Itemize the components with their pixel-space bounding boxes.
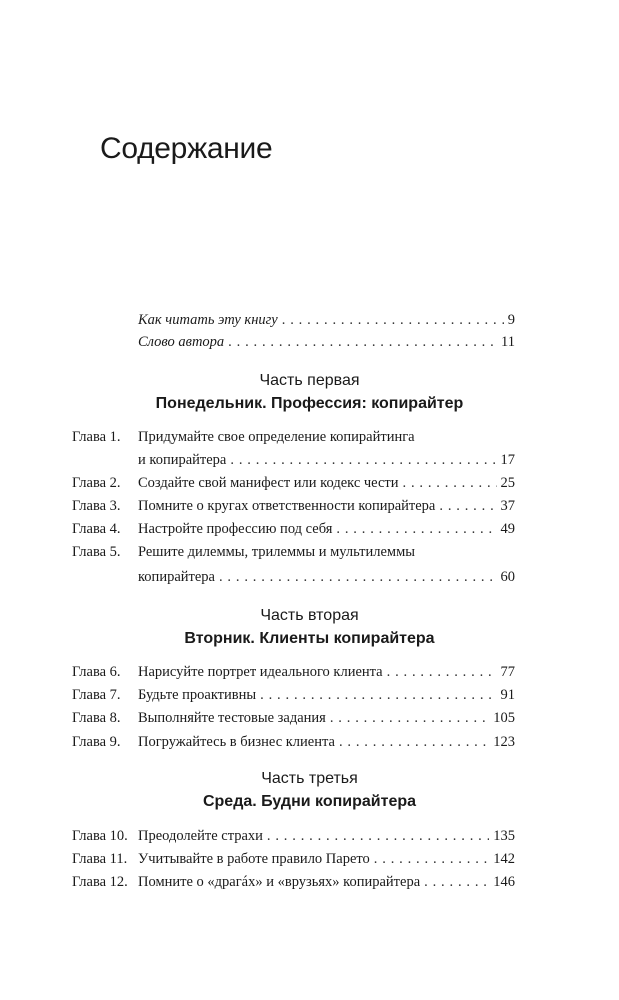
- chapter-title: Нарисуйте портрет идеального клиента: [138, 664, 383, 680]
- toc-chapter[interactable]: [0, 707, 515, 729]
- chapter-label: Глава 11.: [72, 851, 128, 867]
- toc-chapter-continuation[interactable]: [0, 449, 515, 471]
- leader-dots: [260, 684, 496, 706]
- page-title: Содержание: [100, 132, 273, 165]
- toc-chapter[interactable]: [0, 472, 515, 494]
- leader-dots: [439, 495, 496, 517]
- toc-entry-how-to-read[interactable]: [0, 309, 515, 331]
- chapter-title: Помните о кругах ответственности копирайтера: [138, 498, 436, 514]
- chapter-label: Глава 5.: [72, 544, 121, 560]
- chapter-title: Помните о «драгáх» и «врузьях» копирайтера: [138, 874, 421, 890]
- leader-dots: [374, 848, 489, 870]
- chapter-page: 135: [493, 828, 515, 844]
- chapter-label: Глава 6.: [72, 664, 121, 680]
- leader-dots: [228, 331, 497, 353]
- part-title[interactable]: Среда. Будни копирайтера: [202, 793, 417, 810]
- chapter-label: Глава 4.: [72, 521, 121, 537]
- chapter-title: Погружайтесь в бизнес клиента: [138, 734, 335, 750]
- chapter-title-continued: копирайтера: [138, 569, 215, 585]
- toc-entry-page: 9: [507, 312, 515, 328]
- chapter-title: Решите дилеммы, трилеммы и мультилеммы: [138, 544, 416, 560]
- toc-chapter[interactable]: [0, 518, 515, 540]
- toc-chapter[interactable]: [0, 825, 515, 847]
- chapter-title: Преодолейте страхи: [138, 828, 263, 844]
- chapter-title: Будьте проактивны: [138, 687, 257, 703]
- chapter-page: 123: [493, 734, 515, 750]
- chapter-page: 25: [500, 475, 515, 491]
- part-number: Часть вторая: [260, 607, 359, 624]
- chapter-page: 37: [500, 498, 515, 514]
- toc-entry-author-word[interactable]: [0, 331, 515, 353]
- part-number: Часть третья: [261, 770, 358, 787]
- chapter-page: 49: [500, 521, 515, 537]
- leader-dots: [267, 825, 489, 847]
- toc-chapter[interactable]: [0, 871, 515, 893]
- toc-chapter[interactable]: [0, 731, 515, 753]
- leader-dots: [230, 449, 496, 471]
- chapter-label: Глава 8.: [72, 710, 121, 726]
- part-title[interactable]: Понедельник. Профессия: копирайтер: [155, 395, 464, 412]
- toc-chapter[interactable]: [0, 495, 515, 517]
- toc-entry-title: Слово автора: [138, 334, 225, 350]
- leader-dots: [219, 566, 497, 588]
- chapter-title: Создайте свой манифест или кодекс чести: [138, 475, 399, 491]
- chapter-label: Глава 7.: [72, 687, 121, 703]
- chapter-label: Глава 3.: [72, 498, 121, 514]
- leader-dots: [336, 518, 496, 540]
- chapter-page: 91: [500, 687, 515, 703]
- chapter-page: 60: [500, 569, 515, 585]
- chapter-page: 146: [493, 874, 515, 890]
- chapter-label: Глава 12.: [72, 874, 128, 890]
- chapter-page: 142: [493, 851, 515, 867]
- leader-dots: [403, 472, 497, 494]
- leader-dots: [282, 309, 504, 331]
- toc-chapter[interactable]: [0, 541, 515, 563]
- chapter-title: Выполняйте тестовые задания: [138, 710, 326, 726]
- leader-dots: [330, 707, 489, 729]
- toc-chapter[interactable]: [0, 848, 515, 870]
- toc-chapter[interactable]: [0, 661, 515, 683]
- toc-chapter-continuation[interactable]: [0, 566, 515, 588]
- chapter-title: Настройте профессию под себя: [138, 521, 333, 537]
- toc-chapter[interactable]: [0, 426, 515, 448]
- chapter-title: Придумайте свое определение копирайтинга: [138, 429, 415, 445]
- chapter-page: 105: [493, 710, 515, 726]
- chapter-title-continued: и копирайтера: [138, 452, 227, 468]
- leader-dots: [339, 731, 489, 753]
- part-number: Часть первая: [259, 372, 360, 389]
- toc-entry-page: 11: [501, 334, 515, 350]
- toc-chapter[interactable]: [0, 684, 515, 706]
- part-title[interactable]: Вторник. Клиенты копирайтера: [184, 630, 435, 647]
- chapter-page: 17: [500, 452, 515, 468]
- chapter-label: Глава 10.: [72, 828, 128, 844]
- chapter-page: 77: [500, 664, 515, 680]
- chapter-label: Глава 1.: [72, 429, 121, 445]
- chapter-label: Глава 2.: [72, 475, 121, 491]
- leader-dots: [387, 661, 497, 683]
- chapter-label: Глава 9.: [72, 734, 121, 750]
- toc-entry-title: Как читать эту книгу: [138, 312, 278, 328]
- leader-dots: [424, 871, 489, 893]
- chapter-title: Учитывайте в работе правило Парето: [138, 851, 370, 867]
